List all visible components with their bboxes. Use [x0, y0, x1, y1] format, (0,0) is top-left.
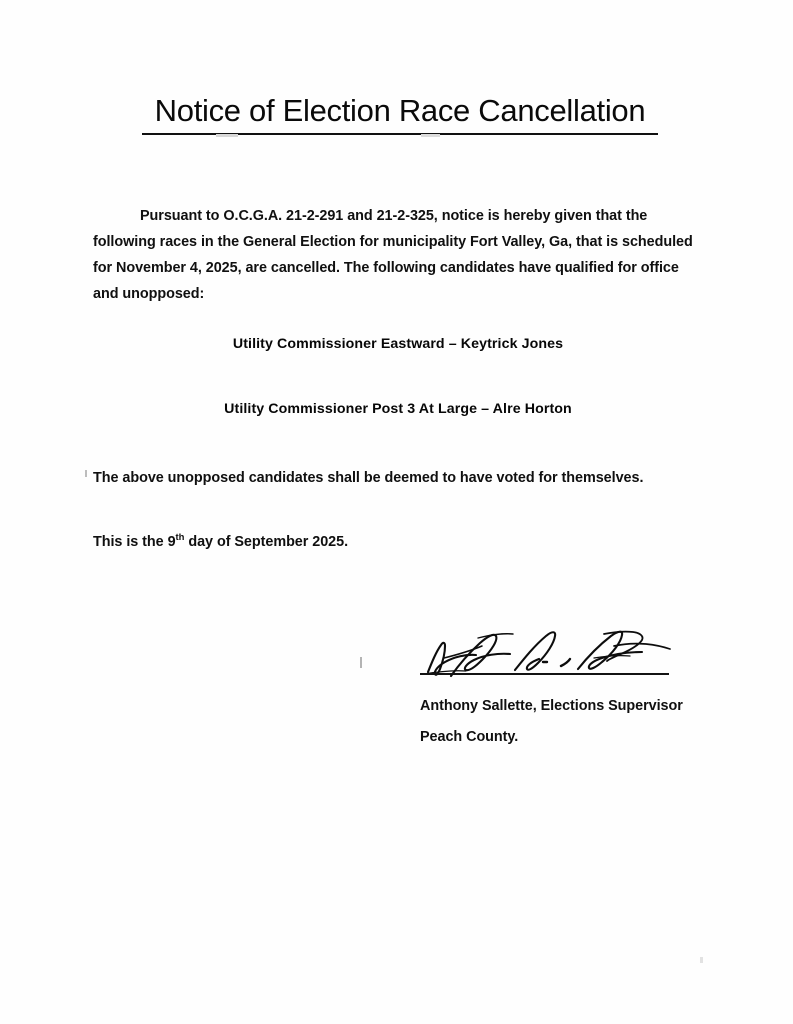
scan-artifact-speck	[700, 957, 703, 963]
scan-artifact-speck	[216, 134, 238, 137]
date-line-rest: day of September 2025.	[184, 534, 349, 550]
date-line-prefix: This is the 9	[93, 534, 176, 550]
scan-artifact-speck	[360, 657, 362, 668]
signer-jurisdiction: Peach County.	[420, 729, 519, 745]
body-paragraph: Pursuant to O.C.G.A. 21-2-291 and 21-2-325, notice is hereby given that the following races in the General Election for municipality Fort Valley, Ga, that is scheduled for November 4, 2025, are cancelled. The following candidates have qualified for office and unopposed:	[93, 208, 693, 302]
scan-artifact-speck	[421, 134, 440, 137]
date-line	[93, 529, 733, 555]
date-ordinal-suffix: th	[175, 532, 185, 544]
signature-line-rule	[420, 673, 669, 675]
candidate-entry: Utility Commissioner Eastward – Keytrick Jones	[232, 336, 564, 352]
unopposed-statement: The above unopposed candidates shall be deemed to have voted for themselves.	[93, 470, 644, 486]
page-title: Notice of Election Race Cancellation	[154, 93, 646, 128]
signature-block	[418, 628, 678, 688]
scan-artifact-speck	[85, 470, 87, 477]
candidate-entry: Utility Commissioner Post 3 At Large – Alre Horton	[224, 401, 572, 417]
signer-name-and-title: Anthony Sallette, Elections Supervisor	[420, 698, 683, 714]
